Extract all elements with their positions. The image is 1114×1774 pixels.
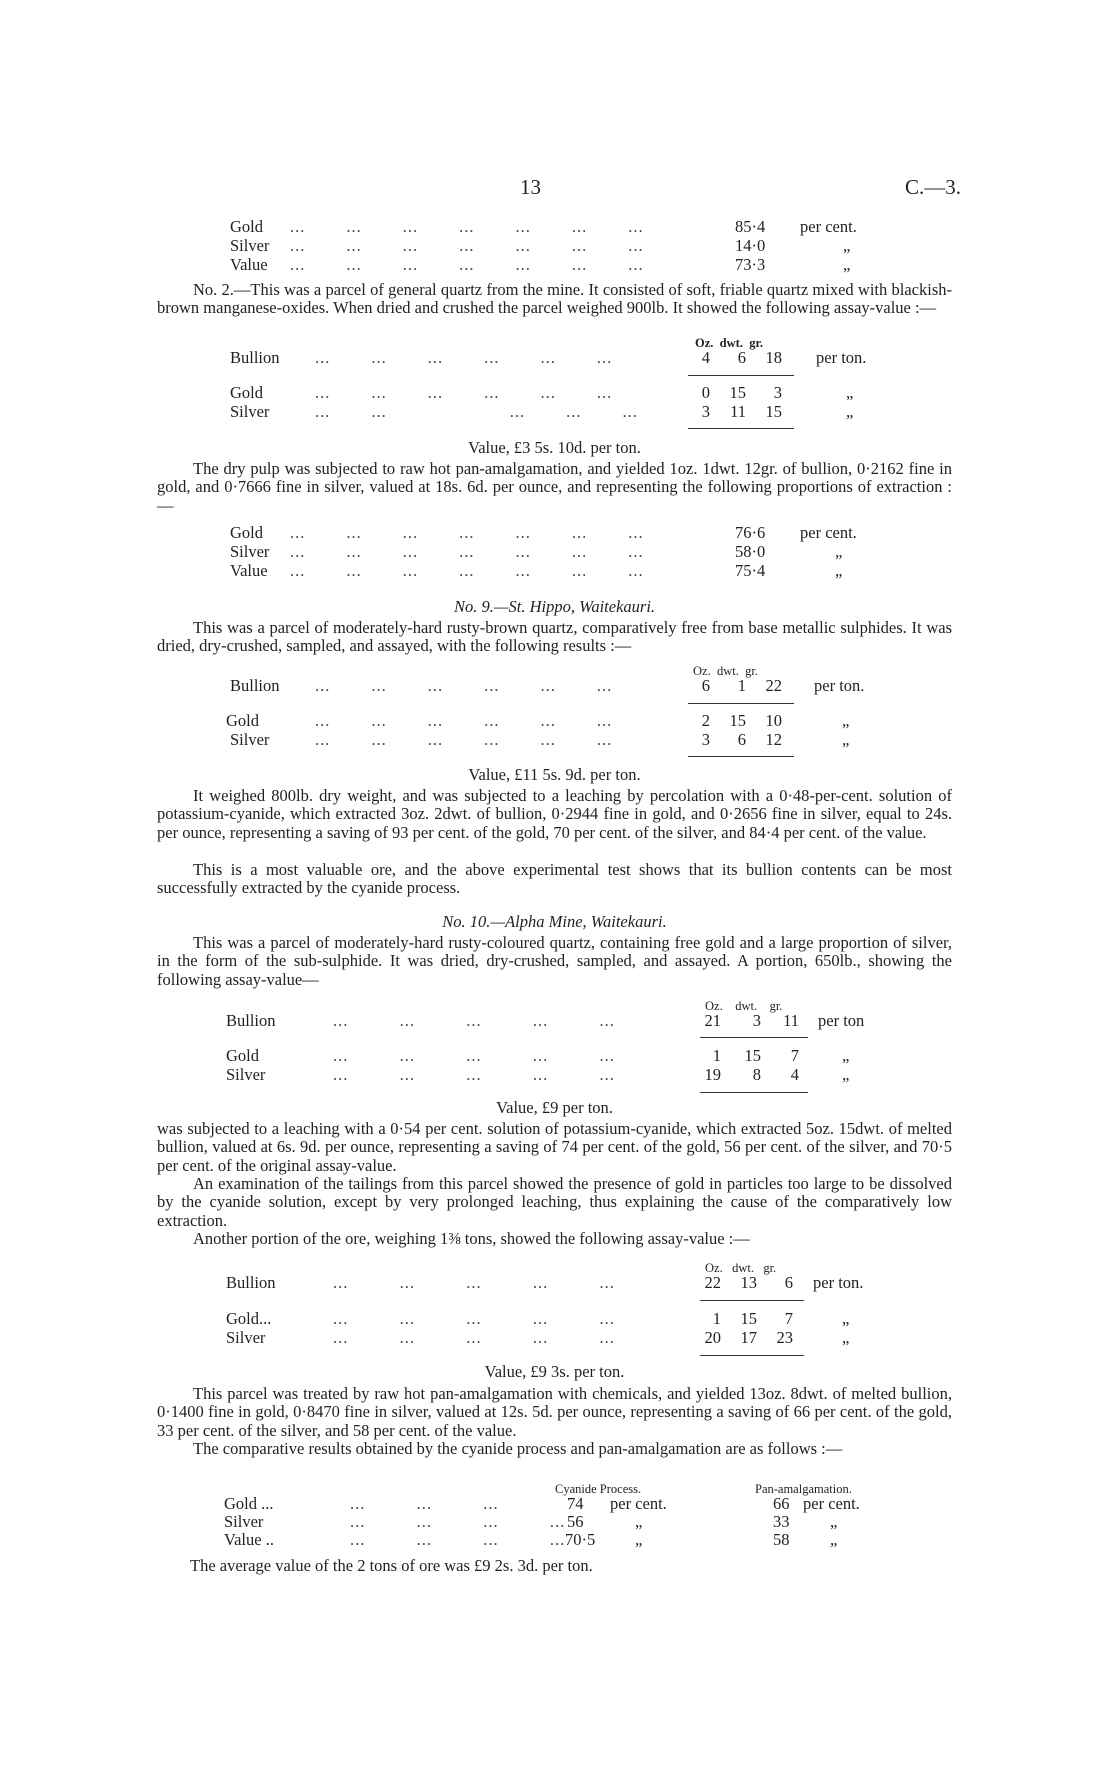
- no9-conclusion: This is a most valuable ore, and the above experimental test shows that its bullion contents can be most successfully extracted by the cyanide process.: [157, 860, 952, 898]
- no10-intro: This was a parcel of moderately-hard rusty-coloured quartz, containing free gold and a large proportion of silver, in the form of the sub-sulphide. It was dried, dry-crushed, sampled, and assayed. A portion, 650lb., showing the following assay-value—: [157, 933, 952, 989]
- no9-intro: This was a parcel of moderately-hard rusty-brown quartz, comparatively free from base metallic sulphides. It was dried, dry-crushed, sampled, and assayed, with the following results :—: [157, 618, 952, 656]
- no2-intro: No. 2.—This was a parcel of general quartz from the mine. It consisted of soft, friable quartz mixed with blackish-brown manganese-oxides. When dried and crushed the parcel weighed 900lb. It showed the following assay-value :—: [157, 280, 952, 318]
- page-number: 13: [520, 175, 541, 199]
- no10-value-line-2: Value, £9 3s. per ton.: [484, 1362, 625, 1381]
- no10-another-portion: Another portion of the ore, weighing 1⅜ tons, showed the following assay-value :—: [193, 1229, 750, 1248]
- bullion-label: Bullion: [230, 348, 280, 367]
- cyanide-header: Cyanide Process.: [555, 1482, 642, 1496]
- no10-tailings: An examination of the tailings from this parcel showed the presence of gold in particles too large to be dissolved by the cyanide solution, except by very prolonged leaching, thus explaining the cause of the comparatively low extraction.: [157, 1174, 952, 1230]
- pan-header: Pan-amalgamation.: [755, 1482, 852, 1496]
- no10-treatment-1: was subjected to a leaching with a 0·54 per cent. solution of potassium-cyanide, which extracted 5oz. 15dwt. of melted bullion, valued at 6s. 9d. per ounce, representing a saving of 74 per cent. of the gold, 56 per cent. of the silver, and 70·5 per cent. of the original assay-value.: [157, 1119, 952, 1175]
- row-label: Gold: [230, 217, 263, 236]
- row-value: 85·4: [735, 217, 766, 236]
- document-page: 13 C.—3. Gold ... ... ... ... ... ... ... 85·4 per cent. Silver ... ... ... ... ... ... ... 14·0 „ Value ... ... ... ... ... ... ... 73·3 „ No. 2.—This was a parcel of general quartz from the mine. It consisted of soft, friable quartz mixed with blackish-brown manganese-oxides. When dried and crushed the parcel weighed 900lb. It showed the following assay-value :— Oz. dwt. gr. Bullion ... ... ... ... ... ... 4 6 18 per ton. Gold ... ... ... ... ... ... 0 15 3 „ Silver ... ... ... ... ... 3 11 15 „ Value, £3 5s. 10d. per ton. The dry pulp was subjected to raw hot pan-amalgamation, and yielded 1oz. 1dwt. 12gr. of bullion, 0·2162 fine in gold, and 0·7666 fine in silver, valued at 18s. 6d. per ounce, and representing the following proportions of extraction :— Gold ... ... ... ... ... ... ... 76·6 per cent. Silver ... ... ... ... ... ... ... 58·0 „ Value ... ... ... ... ... ... ... 75·4 „ No. 9.—St. Hippo, Waitekauri. This was a parcel of moderately-hard rusty-brown quartz, comparatively free from base metallic sulphides. It was dried, dry-crushed, sampled, and assayed, with the following results :— Oz. dwt. gr. Bullion ... ... ... ... ... ... 6 1 22 per ton. Gold ... ... ... ... ... ... 2 15 10 „ Silver ... ... ... ... ... ... 3 6 12 „ Value, £11 5s. 9d. per ton. It weighed 800lb. dry weight, and was subjected to a leaching by percolation with a 0·48-per-cent. solution of potassium-cyanide, which extracted 3oz. 2dwt. of bullion, 0·2944 fine in gold, and 0·2656 fine in silver, equal to 24s. per ounce, representing a saving of 93 per cent. of the gold, 70 per cent. of the silver, and 84·4 per cent. of the value. This is a most valuable ore, and the above experimental test shows that its bullion contents can be most successfully extracted by the cyanide process. No. 10.—Alpha Mine, Waitekauri. This was a parcel of moderately-hard rusty-coloured quartz, containing free gold and a large proportion of silver, in the form of the sub-sulphide. It was dried, dry-crushed, sampled, and assayed. A portion, 650lb., showing the following assay-value— Oz. dwt. gr. Bullion ... ... ... ... ... 21 3 11 per ton Gold ... ... ... ... ... 1 15 7 „ Silver ... ... ... ... ... 19 8 4 „ Value, £9 per ton. was subjected to a leaching with a 0·54 per cent. solution of potassium-cyanide, which extracted 5oz. 15dwt. of melted bullion, valued at 6s. 9d. per ounce, representing a saving of 74 per cent. of the gold, 56 per cent. of the silver, and 70·5 per cent. of the original assay-value. An examination of the tailings from this parcel showed the presence of gold in particles too large to be dissolved by the cyanide solution, except by very prolonged leaching, thus explaining the cause of the comparatively low extraction. Another portion of the ore, weighing 1⅜ tons, showed the following assay-value :— Oz. dwt. gr. Bullion ... ... ... ... ... 22 13 6 per ton. Gold... ... ... ... ... ... 1 15 7 „ Silver ... ... ... ... ... 20 17 23 „ Value, £9 3s. per ton. This parcel was treated by raw hot pan-amalgamation with chemicals, and yielded 13oz. 8dwt. of melted bullion, 0·1400 fine in gold, 0·8470 fine in silver, valued at 12s. 5d. per ounce, representing a saving of 66 per cent. of the gold, 33 per cent. of the silver, and 58 per cent. of the value. The comparative results obtained by the cyanide process and pan-amalgamation are as follows :— Cyanide Process. Pan-amalgamation. Gold ... ... ... ... 74 per cent. 66 per cent. Silver ... ... ... ... 56 „ 33 „ Value .. ... ... ... ... 70·5 „ 58 „ The average value of the 2 tons of ore was £9 2s. 3d. per ton.: [157, 175, 962, 1575]
- no2-value-line: Value, £3 5s. 10d. per ton.: [468, 438, 641, 457]
- document-reference: C.—3.: [905, 175, 962, 199]
- average-value-line: The average value of the 2 tons of ore was £9 2s. 3d. per ton.: [190, 1556, 593, 1575]
- row-value: 73·3: [735, 255, 766, 274]
- no10-treatment-2: This parcel was treated by raw hot pan-amalgamation with chemicals, and yielded 13oz. 8dwt. of melted bullion, 0·1400 fine in gold, 0·8470 fine in silver, valued at 12s. 5d. per ounce, representing a saving of 66 per cent. of the gold, 33 per cent. of the silver, and 58 per cent. of the value.: [157, 1384, 952, 1440]
- row-label: Silver: [230, 236, 270, 255]
- row-unit: per cent.: [800, 217, 857, 236]
- row-unit: „: [843, 236, 851, 255]
- row-label: Value: [230, 255, 268, 274]
- no9-treatment: It weighed 800lb. dry weight, and was subjected to a leaching by percolation with a 0·48-per-cent. solution of potassium-cyanide, which extracted 3oz. 2dwt. of bullion, 0·2944 fine in gold, and 0·2656 fine in silver, equal to 24s. per ounce, representing a saving of 93 per cent. of the gold, 70 per cent. of the silver, and 84·4 per cent. of the value.: [157, 786, 952, 842]
- row-unit: „: [843, 255, 851, 274]
- no10-value-line-1: Value, £9 per ton.: [496, 1098, 613, 1117]
- row-value: 14·0: [735, 236, 766, 255]
- no10-comparative-intro: The comparative results obtained by the cyanide process and pan-amalgamation are as follows :—: [193, 1439, 843, 1458]
- no2-treatment: The dry pulp was subjected to raw hot pan-amalgamation, and yielded 1oz. 1dwt. 12gr. of bullion, 0·2162 fine in gold, and 0·7666 fine in silver, valued at 18s. 6d. per ounce, and representing the following proportions of extraction :—: [157, 459, 952, 515]
- no9-value-line: Value, £11 5s. 9d. per ton.: [468, 765, 641, 784]
- no10-heading: No. 10.—Alpha Mine, Waitekauri.: [442, 912, 667, 931]
- no9-heading: No. 9.—St. Hippo, Waitekauri.: [453, 597, 656, 616]
